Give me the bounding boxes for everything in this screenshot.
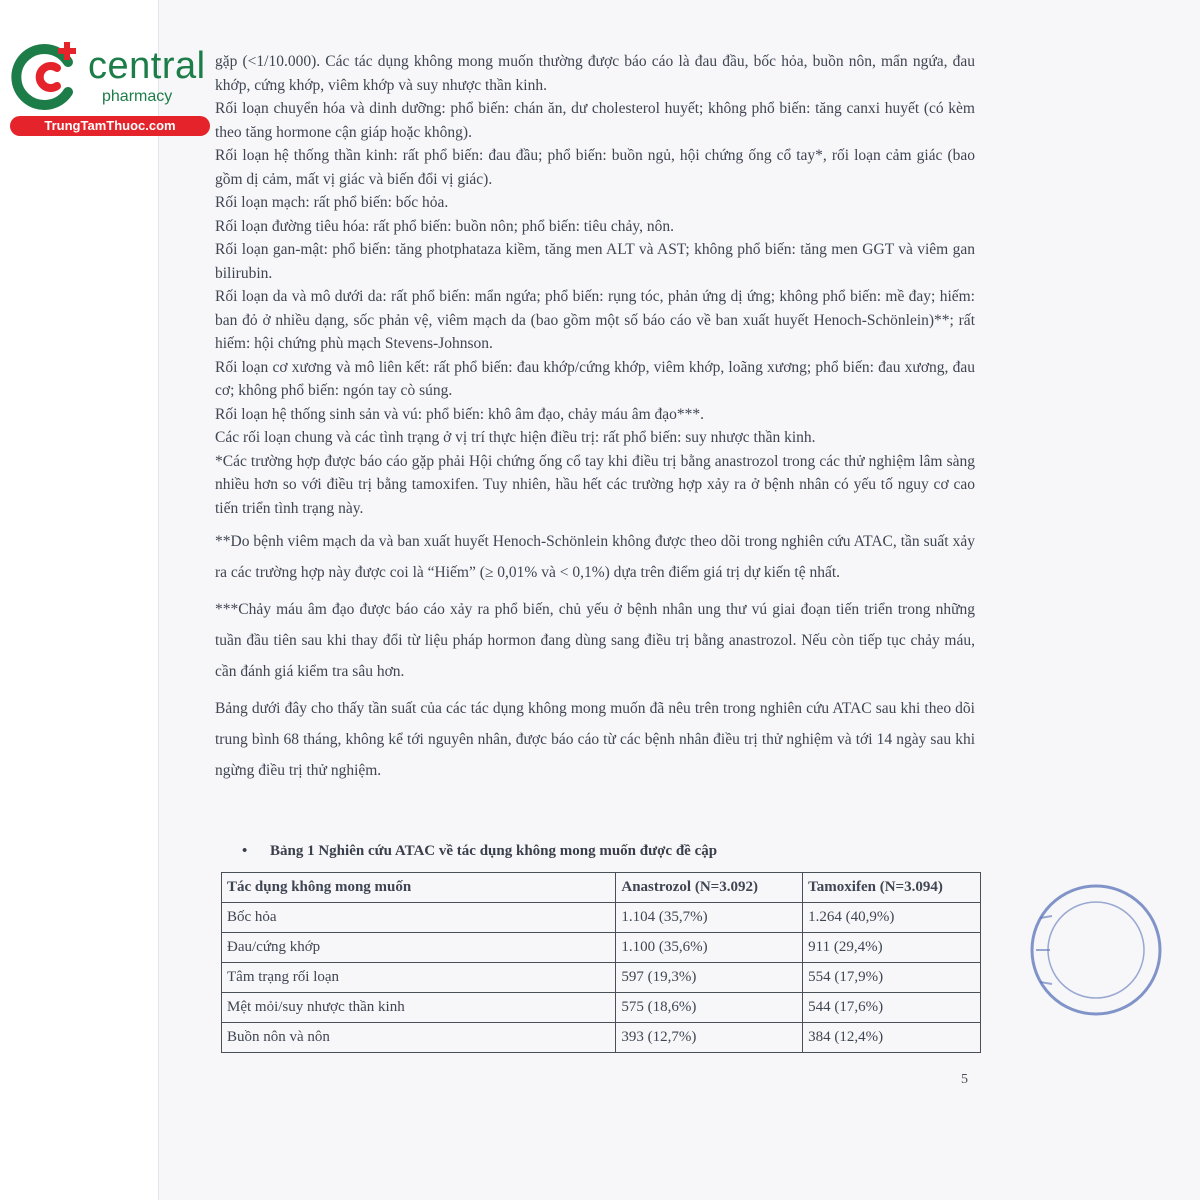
table-row bbox=[222, 993, 981, 1023]
adverse-effects-table bbox=[221, 872, 981, 1053]
table-cell: 1.104 (35,7%) bbox=[616, 903, 803, 933]
paragraph: Rối loạn gan-mật: phổ biến: tăng photphataza kiềm, tăng men ALT và AST; không phổ biến: tăng men GGT và viêm gan bilirubin. bbox=[215, 241, 975, 282]
table-cell: 597 (19,3%) bbox=[616, 963, 803, 993]
brand-url-badge[interactable]: TrungTamThuoc.com bbox=[10, 116, 210, 136]
table-caption-text: Bảng 1 Nghiên cứu ATAC về tác dụng không mong muốn được đề cập bbox=[270, 843, 718, 859]
table-cell: 1.264 (40,9%) bbox=[803, 903, 981, 933]
table-cell: 554 (17,9%) bbox=[803, 963, 981, 993]
bullet: • bbox=[242, 843, 248, 859]
table-header-row bbox=[222, 873, 981, 903]
table-cell: Mệt mỏi/suy nhược thần kinh bbox=[222, 993, 616, 1023]
paragraph: Rối loạn mạch: rất phổ biến: bốc hỏa. bbox=[215, 194, 449, 211]
paragraph: Rối loạn cơ xương và mô liên kết: rất phổ biến: đau khớp/cứng khớp, viêm khớp, loãng xương; phổ biến: đau xương, đau cơ; không phổ biến: ngón tay cò súng. bbox=[215, 358, 975, 399]
side-effects-list bbox=[215, 50, 975, 520]
table-cell: 384 (12,4%) bbox=[803, 1023, 981, 1053]
brand-subtitle: pharmacy bbox=[102, 88, 173, 105]
paragraph: gặp (<1/10.000). Các tác dụng không mong muốn thường được báo cáo là đau đầu, bốc hỏa, buồn nôn, mẩn ngứa, đau khớp, cứng khớp, viêm khớp và suy nhược thần kinh. bbox=[215, 53, 975, 94]
table-cell: 911 (29,4%) bbox=[803, 933, 981, 963]
page-number: 5 bbox=[961, 1072, 968, 1087]
column-header: Tamoxifen (N=3.094) bbox=[803, 873, 981, 903]
table-caption bbox=[242, 843, 942, 860]
paragraph: Rối loạn hệ thống thần kinh: rất phổ biến: đau đầu; phổ biến: buồn ngủ, hội chứng ống cổ tay*, rối loạn cảm giác (bao gồm dị cảm, mất vị giác và biến đổi vị giác). bbox=[215, 147, 975, 188]
table-cell: Đau/cứng khớp bbox=[222, 933, 616, 963]
table-cell: Tâm trạng rối loạn bbox=[222, 963, 616, 993]
table-row bbox=[222, 1023, 981, 1053]
document-body bbox=[215, 50, 975, 786]
column-header: Anastrozol (N=3.092) bbox=[616, 873, 803, 903]
paragraph: Bảng dưới đây cho thấy tần suất của các tác dụng không mong muốn đã nêu trên trong nghiên cứu ATAC sau khi theo dõi trung bình 68 tháng, không kể tới nguyên nhân, được báo cáo từ các bệnh nhân điều trị thử nghiệm và tới 14 ngày sau khi ngừng điều trị thử nghiệm. bbox=[215, 700, 975, 779]
table-cell: 575 (18,6%) bbox=[616, 993, 803, 1023]
table-cell: 544 (17,6%) bbox=[803, 993, 981, 1023]
column-header: Tác dụng không mong muốn bbox=[222, 873, 616, 903]
brand-name: central bbox=[88, 45, 206, 87]
footnote-paragraph: *Các trường hợp được báo cáo gặp phải Hội chứng ống cổ tay khi điều trị bằng anastrozol trong các thử nghiệm lâm sàng nhiều hơn so với điều trị bằng tamoxifen. Tuy nhiên, hầu hết các trường hợp xảy ra ở bệnh nhân có yếu tố nguy cơ cao tiến triển tình trạng này. bbox=[215, 452, 975, 517]
footnotes bbox=[215, 526, 975, 786]
table-row bbox=[222, 963, 981, 993]
paragraph: Rối loạn chuyển hóa và dinh dưỡng: phổ biến: chán ăn, dư cholesterol huyết; không phổ biến: tăng canxi huyết (có kèm theo tăng hormone cận giáp hoặc không). bbox=[215, 100, 975, 141]
table-cell: 393 (12,7%) bbox=[616, 1023, 803, 1053]
pharmacy-cross-logo-icon bbox=[10, 40, 84, 114]
paragraph: Rối loạn đường tiêu hóa: rất phổ biến: buồn nôn; phổ biến: tiêu chảy, nôn. bbox=[215, 217, 674, 235]
paragraph: Các rối loạn chung và các tình trạng ở vị trí thực hiện điều trị: rất phổ biến: suy nhược thần kinh. bbox=[215, 429, 816, 446]
paragraph: Rối loạn hệ thống sinh sản và vú: phổ biến: khô âm đạo, chảy máu âm đạo***. bbox=[215, 405, 705, 423]
table-row bbox=[222, 933, 981, 963]
table-row bbox=[222, 903, 981, 933]
footnote-paragraph: **Do bệnh viêm mạch da và ban xuất huyết Henoch-Schönlein không được theo dõi trong nghiên cứu ATAC, tần suất xảy ra các trường hợp này được coi là “Hiếm” (≥ 0,01% và < 0,1%) dựa trên điểm giá trị dự kiến tệ nhất. bbox=[215, 533, 975, 581]
footnote-paragraph: ***Chảy máu âm đạo được báo cáo xảy ra phổ biến, chủ yếu ở bệnh nhân ung thư vú giai đoạn tiến triển trong những tuần đầu tiên sau khi thay đổi từ liệu pháp hormon đang dùng sang điều trị bằng anastrozol. Nếu còn tiếp tục chảy máu, cần đánh giá kiểm tra sâu hơn. bbox=[215, 601, 975, 680]
paragraph: Rối loạn da và mô dưới da: rất phổ biến: mẩn ngứa; phổ biến: rụng tóc, phản ứng dị ứng; không phổ biến: mề đay; hiếm: ban đỏ ở nhiều dạng, sốc phản vệ, viêm mạch da (bao gồm một số báo cáo về ban xuất huyết Henoch-Schönlein)**; rất hiếm: hội chứng phù mạch Stevens-Johnson. bbox=[215, 288, 975, 352]
table-cell: 1.100 (35,6%) bbox=[616, 933, 803, 963]
company-stamp-icon bbox=[1000, 858, 1200, 1058]
table-cell: Buồn nôn và nôn bbox=[222, 1023, 616, 1053]
table-cell: Bốc hỏa bbox=[222, 903, 616, 933]
